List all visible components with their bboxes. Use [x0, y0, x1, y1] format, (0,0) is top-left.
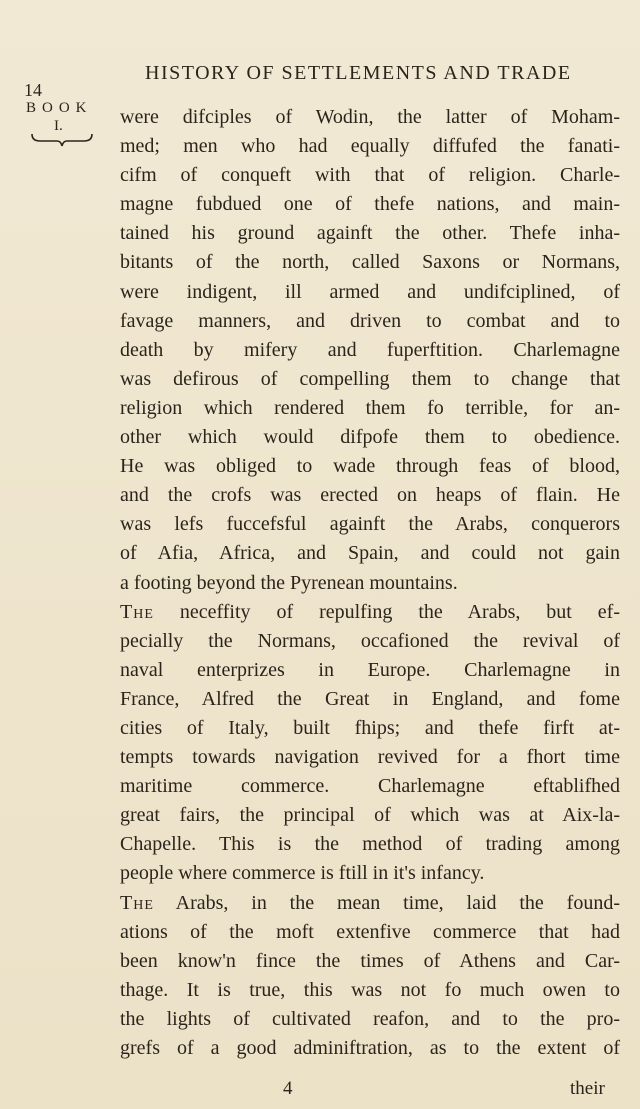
text-line — [120, 248, 620, 277]
text-line — [120, 976, 620, 1005]
text-line — [120, 510, 620, 539]
line-text: were indigent, ill armed and undifciplined, of — [120, 280, 620, 303]
line-text: tempts towards navigation revived for a fhort time — [120, 746, 620, 769]
brace-ornament — [30, 132, 94, 148]
line-text: been know'n fince the times of Athens and Car- — [120, 949, 620, 972]
line-text: great fairs, the principal of which was at Aix-la- — [120, 804, 620, 827]
line-text: Chapelle. This is the method of trading among — [120, 833, 620, 856]
text-line — [120, 947, 620, 976]
paragraph-lead: The — [120, 891, 154, 914]
text-line — [120, 307, 620, 336]
text-line — [120, 656, 620, 685]
text-line — [120, 161, 620, 190]
text-line — [120, 132, 620, 161]
line-text: grefs of a good adminiftration, as to the extent of — [120, 1037, 620, 1059]
text-line — [120, 190, 620, 219]
text-line — [120, 801, 620, 830]
text-line — [120, 452, 620, 481]
line-text: neceffity of repulfing the Arabs, but ef- — [153, 600, 620, 623]
text-line — [120, 1005, 620, 1034]
line-text: other which would difpofe them to obedience. — [120, 426, 620, 449]
line-text: cities of Italy, built fhips; and thefe firft at- — [120, 716, 620, 739]
text-line — [120, 918, 620, 947]
text-line — [120, 336, 620, 365]
text-line — [120, 859, 620, 888]
line-text: was defirous of compelling them to change that — [120, 367, 620, 390]
line-text: bitants of the north, called Saxons or Normans, — [120, 251, 620, 274]
text-line — [120, 889, 620, 918]
text-line — [120, 598, 620, 627]
text-line — [120, 219, 620, 248]
page-number: 14 — [24, 80, 42, 100]
text-line — [120, 1034, 620, 1063]
line-text: cifm of conqueft with that of religion. Charle- — [120, 164, 620, 187]
catchword: their — [570, 1078, 605, 1099]
line-text: pecially the Normans, occafioned the revival of — [120, 629, 620, 652]
line-text: favage manners, and driven to combat and to — [120, 309, 620, 332]
line-text: tained his ground againft the other. Thefe inha- — [120, 222, 620, 245]
body-text — [120, 103, 620, 1063]
line-text: death by mifery and fuperftition. Charlemagne — [120, 338, 620, 361]
line-text: people where commerce is ftill in it's infancy. — [120, 862, 485, 885]
text-line — [120, 278, 620, 307]
line-text: was lefs fuccefsful againft the Arabs, conquerors — [120, 513, 620, 536]
line-text: naval enterprizes in Europe. Charlemagne in — [120, 658, 620, 681]
text-line — [120, 103, 620, 132]
running-title: HISTORY OF SETTLEMENTS AND TRADE — [145, 62, 572, 84]
line-text: religion which rendered them fo terrible, for an- — [120, 396, 620, 419]
text-line — [120, 627, 620, 656]
text-line — [120, 423, 620, 452]
text-line — [120, 830, 620, 859]
text-line — [120, 539, 620, 568]
text-line — [120, 743, 620, 772]
book-label: BOOK — [26, 100, 93, 116]
text-line — [120, 394, 620, 423]
text-line — [120, 569, 620, 598]
line-text: med; men who had equally diffufed the fanati- — [120, 135, 620, 158]
book-number: I. — [54, 118, 63, 134]
text-line — [120, 365, 620, 394]
signature-mark: 4 — [283, 1078, 293, 1099]
line-text: of Afia, Africa, and Spain, and could not gain — [120, 542, 620, 565]
line-text: a footing beyond the Pyrenean mountains. — [120, 571, 458, 594]
line-text: He was obliged to wade through feas of blood, — [120, 455, 620, 478]
line-text: thage. It is true, this was not fo much owen to — [120, 978, 620, 1001]
text-line — [120, 481, 620, 510]
line-text: were difciples of Wodin, the latter of Moham- — [120, 106, 620, 128]
line-text: ations of the moft extenfive commerce that had — [120, 920, 620, 943]
text-line — [120, 685, 620, 714]
line-text: Arabs, in the mean time, laid the found- — [153, 891, 620, 914]
line-text: France, Alfred the Great in England, and fome — [120, 687, 620, 710]
text-line — [120, 772, 620, 801]
text-line — [120, 714, 620, 743]
line-text: maritime commerce. Charlemagne eftablifhed — [120, 775, 620, 798]
line-text: magne fubdued one of thefe nations, and main- — [120, 193, 620, 216]
line-text: and the crofs was erected on heaps of flain. He — [120, 484, 620, 507]
paragraph-lead: The — [120, 600, 154, 623]
line-text: the lights of cultivated reafon, and to the pro- — [120, 1007, 620, 1030]
